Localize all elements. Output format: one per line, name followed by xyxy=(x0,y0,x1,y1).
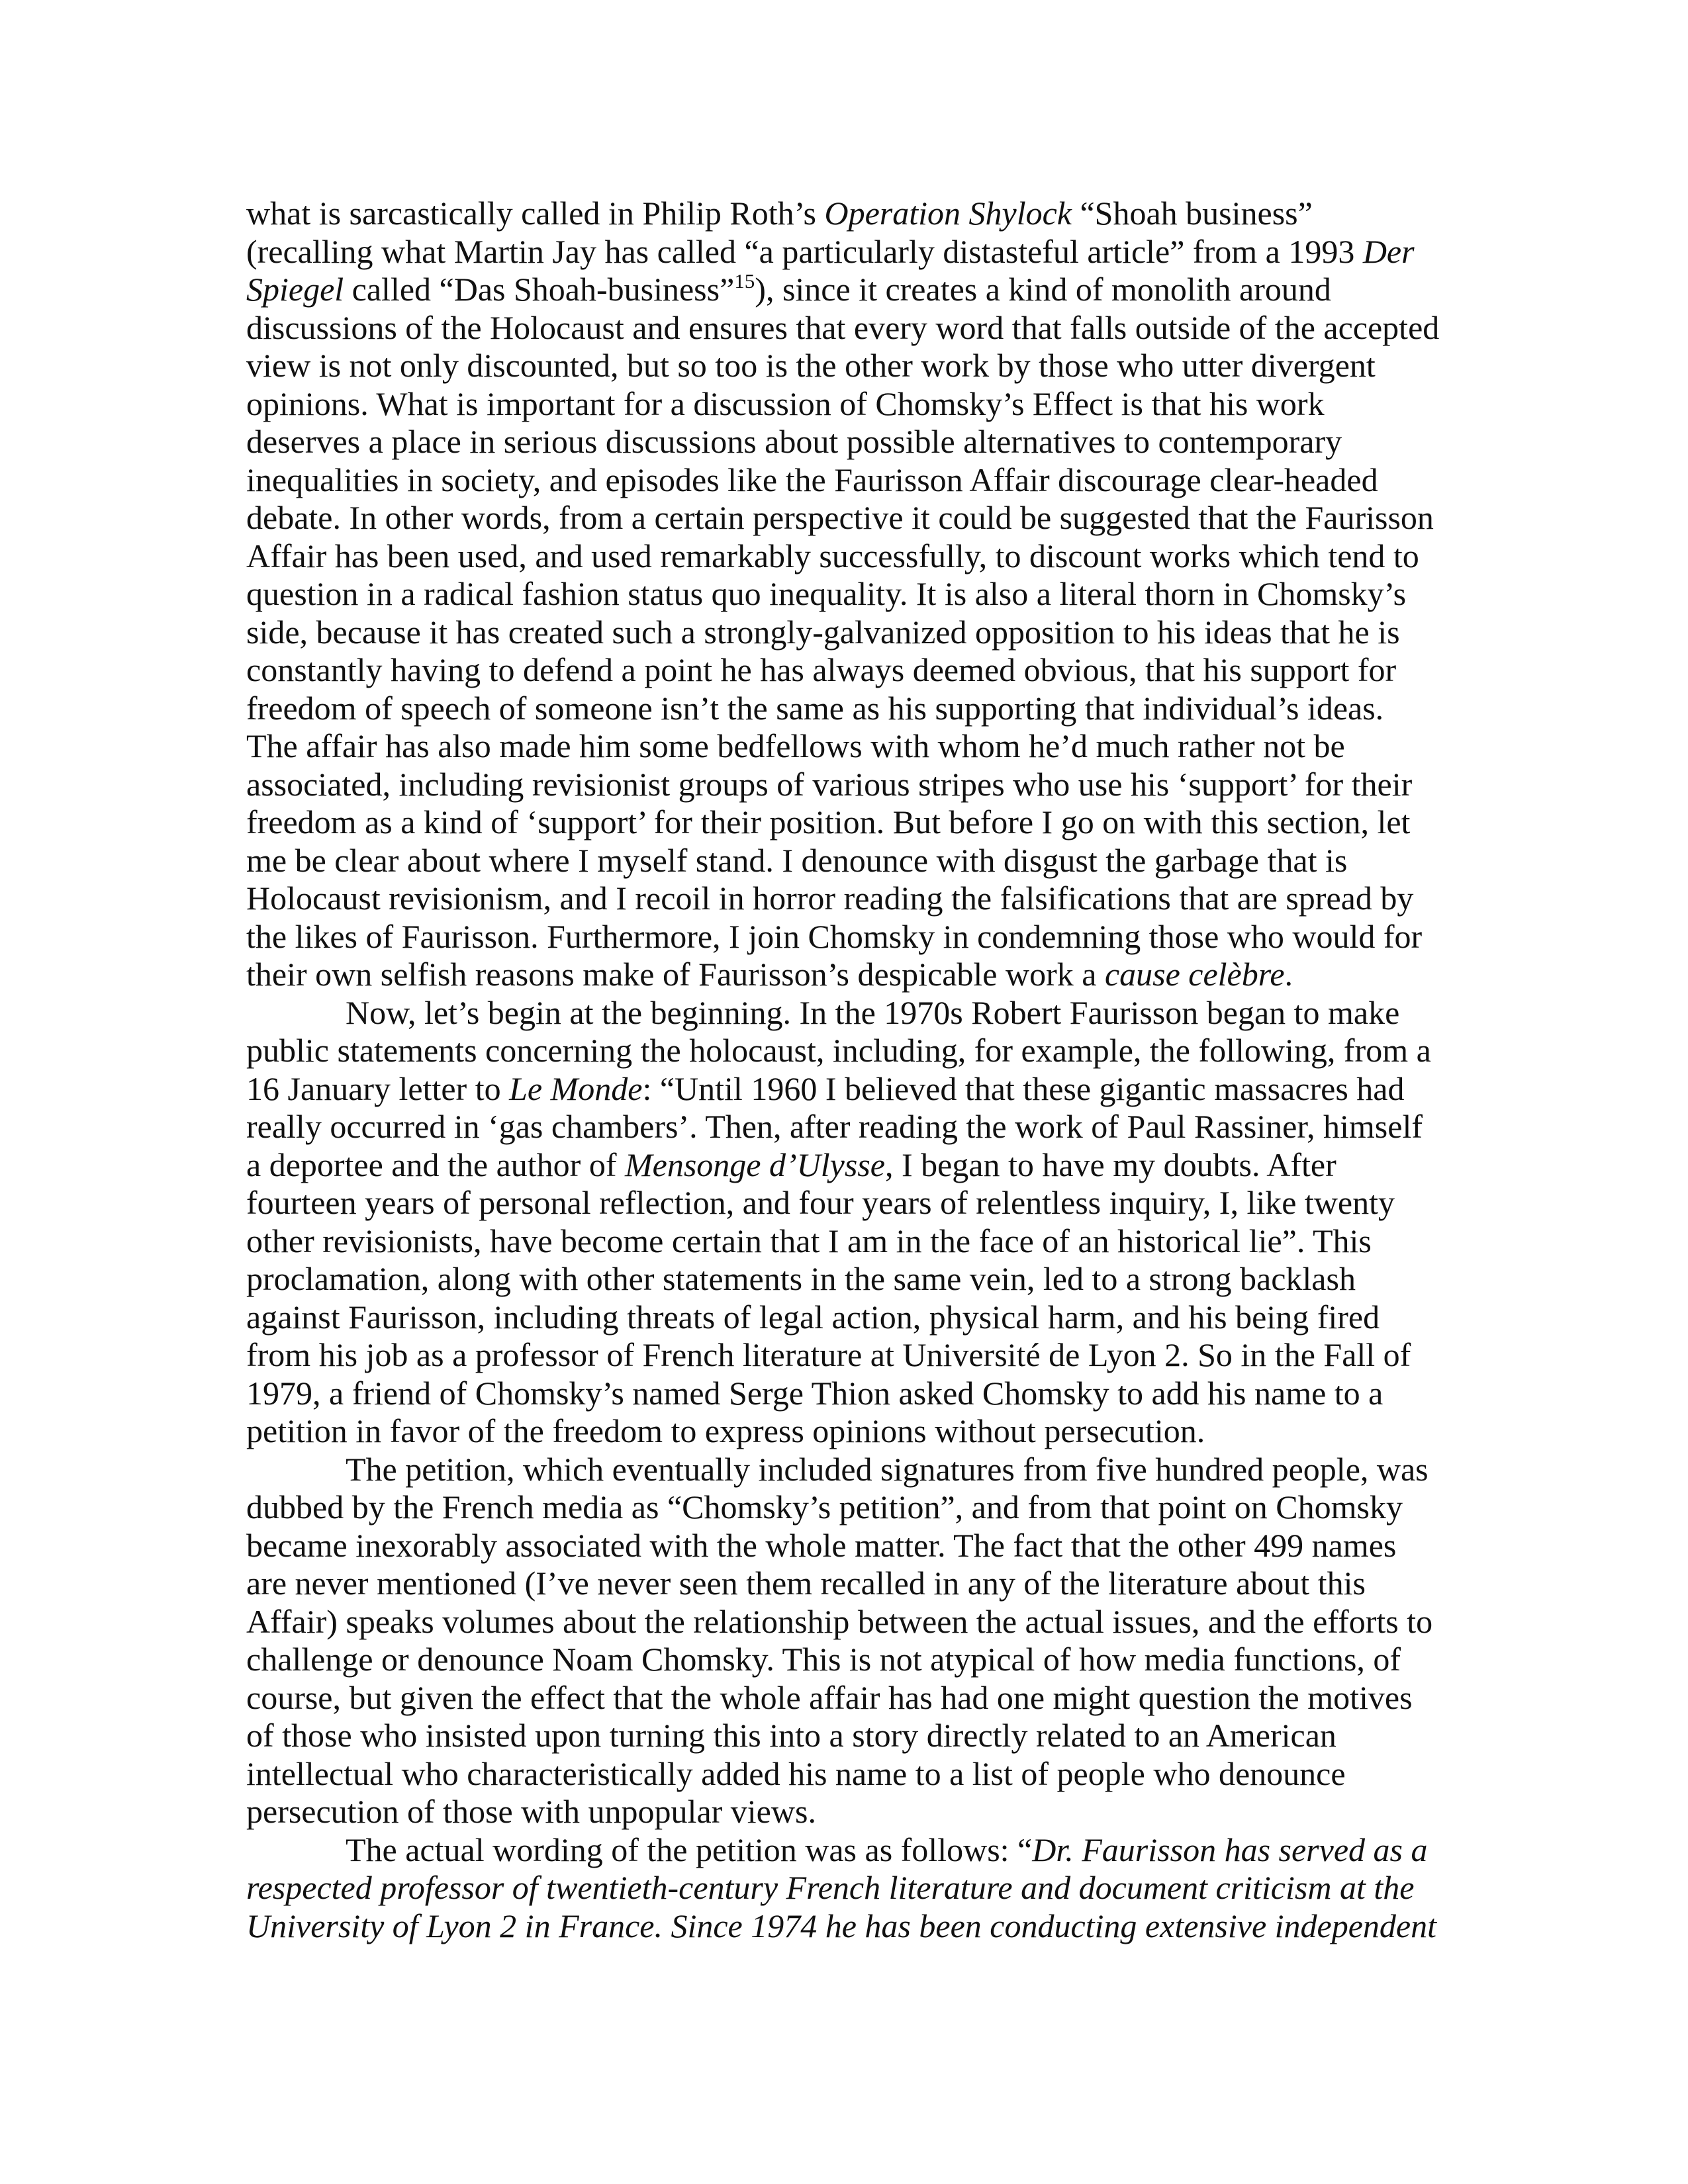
footnote-marker: 15 xyxy=(734,269,755,293)
text-run: called “Das Shoah-business” xyxy=(344,271,735,308)
paragraph-1 xyxy=(246,195,1442,994)
text-run: “Shoah business” (recalling what Martin Jay has called “a particularly distasteful article” from a 1993 xyxy=(246,195,1363,270)
italic-phrase: cause celèbre xyxy=(1104,956,1285,993)
text-run: : “Until 1960 I believed that these gigantic massacres had really occurred in ‘gas chambers’. Then, after reading the work of Paul Rassiner, himself a deportee and the author of xyxy=(246,1069,1423,1183)
text-run: The petition, which eventually included signatures from five hundred people, was dubbed by the French media as “Chomsky’s petition”, and from that point on Chomsky became inexorably associated with the whole matter. The fact that the other 499 names are never mentioned (I’ve never seen them recalled in any of the literature about this Affair) speaks volumes about the relationship between the actual issues, and the efforts to challenge or denounce Noam Chomsky. This is not atypical of how media functions, of course, but given the effect that the whole affair has had one might question the motives of those who insisted upon turning this into a story directly related to an American intellectual who characteristically added his name to a list of people who denounce persecution of those with unpopular views. xyxy=(246,1450,1433,1830)
text-run: ), since it creates a kind of monolith around discussions of the Holocaust and ensures that every word that falls outside of the accepted view is not only discounted, but so too is the other work by those who utter divergent opinions. What is important for a discussion of Chomsky’s Effect is that his work deserves a place in serious discussions about possible alternatives to contemporary inequalities in society, and episodes like the Faurisson Affair discourage clear-headed debate. In other words, from a certain perspective it could be suggested that the Faurisson Affair has been used, and used remarkably successfully, to discount works which tend to question in a radical fashion status quo inequality. It is also a literal thorn in Chomsky’s side, because it has created such a strongly-galvanized opposition to his ideas that he is constantly having to defend a point he has always deemed obvious, that his support for freedom of speech of someone isn’t the same as his supporting that individual’s ideas. The affair has also made him some bedfellows with whom he’d much rather not be associated, including revisionist groups of various stripes who use his ‘support’ for their freedom as a kind of ‘support’ for their position. But before I go on with this section, let me be clear about where I myself stand. I denounce with disgust the garbage that is Holocaust revisionism, and I recoil in horror reading the falsifications that are spread by the likes of Faurisson. Furthermore, I join Chomsky in condemning those who would for their own selfish reasons make of Faurisson’s despicable work a xyxy=(246,271,1440,993)
text-run: what is sarcastically called in Philip Roth’s xyxy=(246,195,825,232)
petition-quote-italic: Dr. Faurisson has served as a respected professor of twentieth-century French literature and document criticism at the University of Lyon 2 in France. Since 1974 he has been conducting extensive independent xyxy=(246,1831,1436,1944)
book-title-italic: Operation Shylock xyxy=(824,195,1072,232)
text-run: . xyxy=(1284,956,1293,993)
publication-title-italic: Le Monde xyxy=(509,1069,643,1107)
book-title-italic: Mensonge d’Ulysse xyxy=(624,1146,885,1183)
text-run: , I began to have my doubts. After fourteen years of personal reflection, and four years of relentless inquiry, I, like twenty other revisionists, have become certain that I am in the face of an historical lie”. This proclamation, along with other statements in the same vein, led to a strong backlash against Faurisson, including threats of legal action, physical harm, and his being fired from his job as a professor of French literature at Université de Lyon 2. So in the Fall of 1979, a friend of Chomsky’s named Serge Thion asked Chomsky to add his name to a petition in favor of the freedom to express opinions without persecution. xyxy=(246,1146,1411,1449)
text-run: The actual wording of the petition was as follows: “ xyxy=(346,1831,1033,1868)
publication-title-italic: Der Spiegel xyxy=(246,232,1415,308)
text-run: Now, let’s begin at the beginning. In the 1970s Robert Faurisson began to make public statements concerning the holocaust, including, for example, the following, from a 16 January letter to xyxy=(246,993,1431,1107)
paragraph-2 xyxy=(246,994,1442,1451)
body-text xyxy=(246,195,1442,1945)
paragraph-3 xyxy=(246,1451,1442,1831)
paragraph-4 xyxy=(246,1831,1442,1946)
